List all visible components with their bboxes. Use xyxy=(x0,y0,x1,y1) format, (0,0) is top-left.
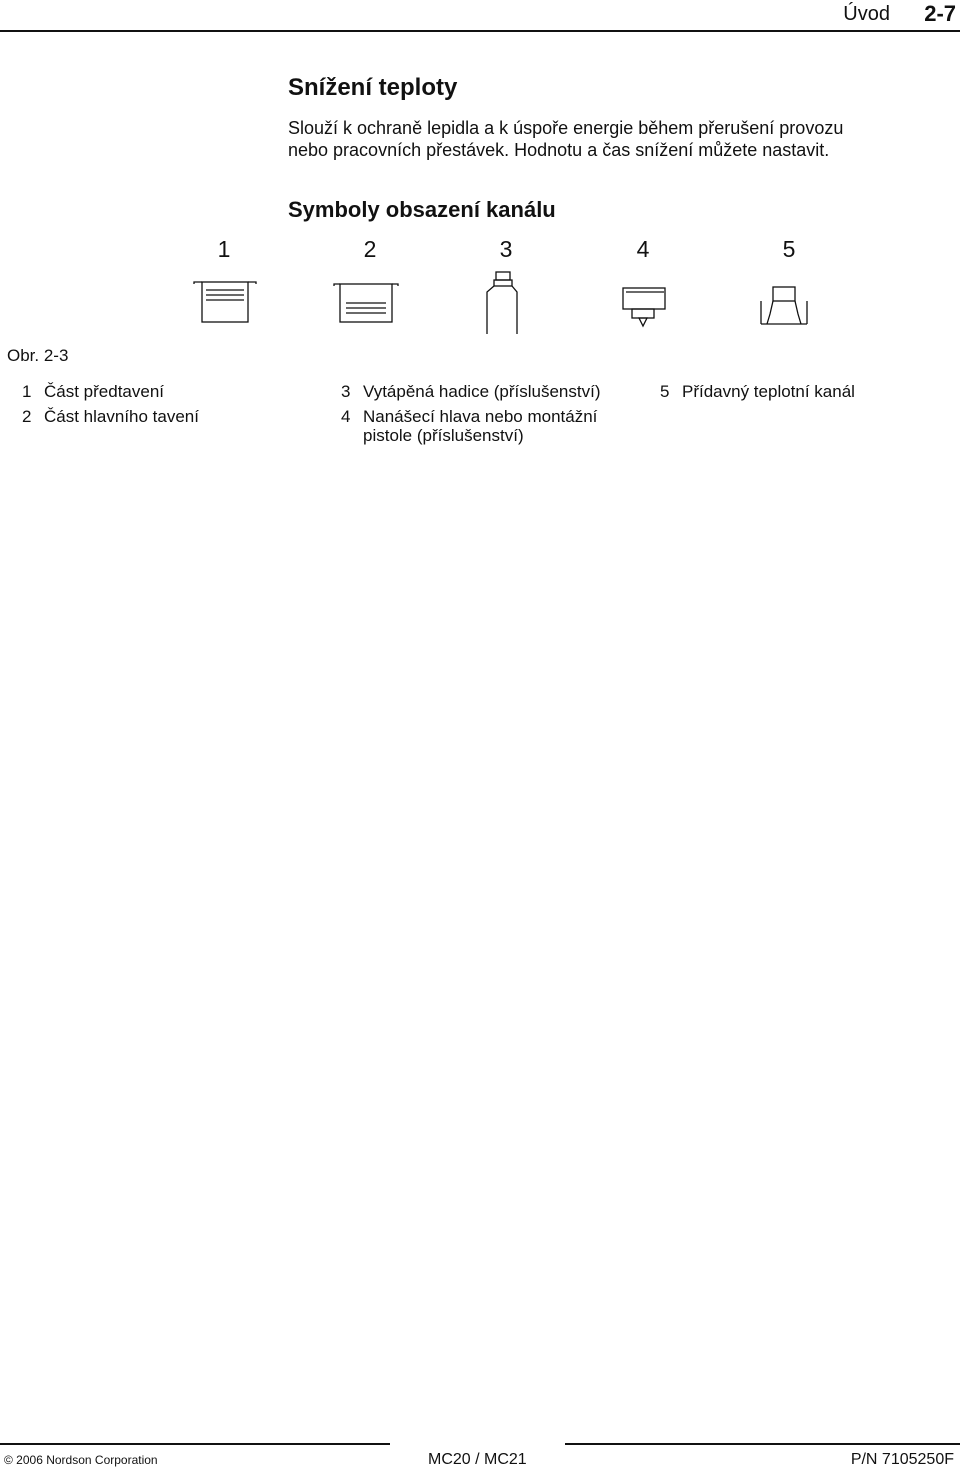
legend-number: 1 xyxy=(22,382,32,401)
legend-text: Přídavný teplotní kanál xyxy=(682,382,855,401)
symbol-number-4: 4 xyxy=(636,236,650,262)
legend-text: Vytápěná hadice (příslušenství) xyxy=(363,382,601,401)
legend-number: 5 xyxy=(660,382,670,401)
legend-item-1 xyxy=(22,382,164,401)
paragraph-line: Slouží k ochraně lepidla a k úspoře energie během přerušení provozu xyxy=(288,118,844,138)
legend-item-2 xyxy=(22,407,199,426)
main-melt-tank-icon xyxy=(332,268,400,328)
additional-channel-icon xyxy=(758,268,810,328)
figure-title: Symboly obsazení kanálu xyxy=(288,197,556,222)
footer-rule-left xyxy=(0,1443,390,1445)
section-paragraph xyxy=(288,117,928,161)
applicator-head-icon xyxy=(620,268,668,330)
header-page-number: 2-7 xyxy=(924,1,956,26)
legend-text: Část předtavení xyxy=(44,382,165,401)
heated-hose-icon xyxy=(482,268,522,336)
legend-text: Část hlavního tavení xyxy=(44,407,199,426)
header-section-title: Úvod xyxy=(843,3,890,25)
symbol-number-2: 2 xyxy=(363,236,377,262)
footer-model: MC20 / MC21 xyxy=(428,1451,527,1468)
legend-item-5 xyxy=(660,382,855,401)
legend-number: 4 xyxy=(341,407,351,426)
figure-label: Obr. 2-3 xyxy=(7,346,69,365)
legend-item-3 xyxy=(341,382,601,401)
legend-number: 3 xyxy=(341,382,351,401)
header-rule xyxy=(0,30,960,32)
legend-number: 2 xyxy=(22,407,32,426)
symbol-number-5: 5 xyxy=(782,236,796,262)
legend-text: Nanášecí hlava nebo montážní xyxy=(363,407,598,426)
paragraph-line: nebo pracovních přestávek. Hodnotu a čas snížení můžete nastavit. xyxy=(288,140,830,160)
footer-part-number: P/N 7105250F xyxy=(850,1451,954,1468)
footer-copyright: © 2006 Nordson Corporation xyxy=(4,1453,158,1467)
symbol-number-3: 3 xyxy=(499,236,513,262)
symbol-number-1: 1 xyxy=(217,236,231,262)
premelt-tank-icon xyxy=(192,268,258,328)
legend-item-4 xyxy=(341,407,597,445)
legend-text-continued: pistole (příslušenství) xyxy=(363,426,524,445)
footer-rule-right xyxy=(565,1443,960,1445)
section-title: Snížení teploty xyxy=(288,74,458,101)
